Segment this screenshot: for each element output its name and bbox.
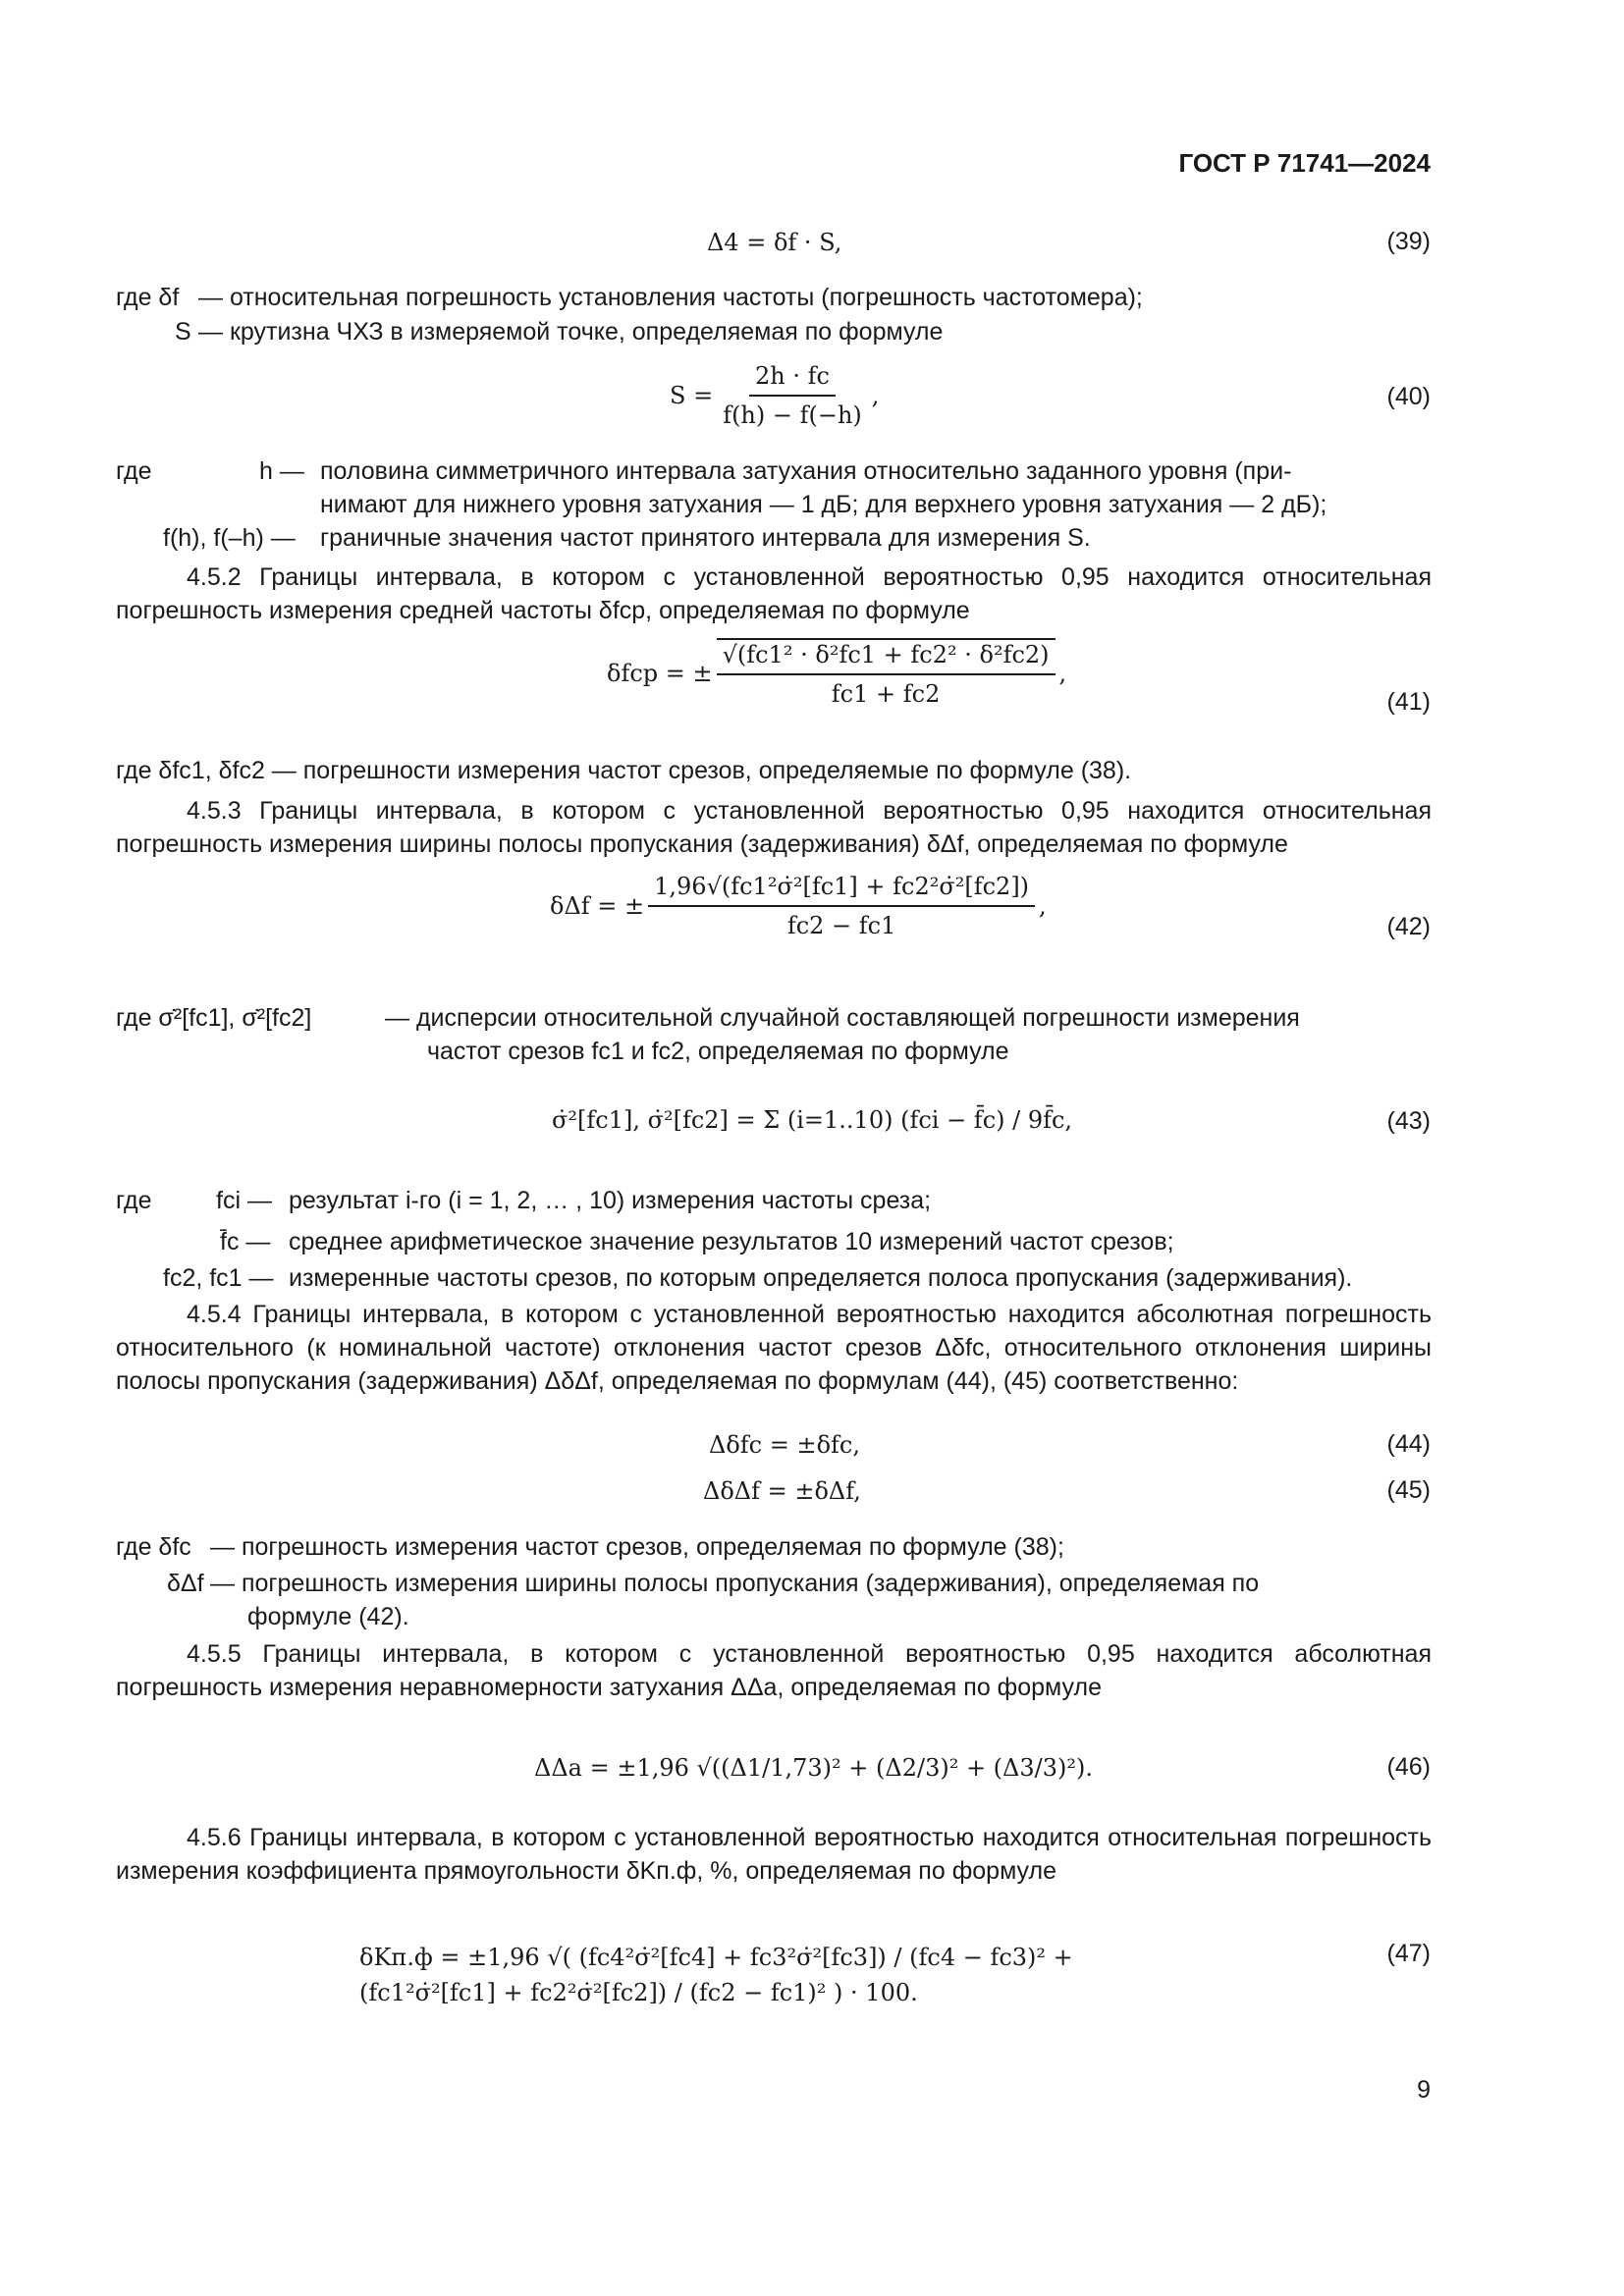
where-lead: где <box>116 457 152 485</box>
where-definition: нимают для нижнего уровня затухания — 1 дБ; для верхнего уровня затухания — 2 дБ); <box>320 491 1327 518</box>
paragraph-4-5-5: 4.5.5 Границы интервала, в котором с установленной вероятностью 0,95 находится абсолютная погрешность измерения неравномерности затухания ΔΔа, определяемая по формуле <box>116 1640 1432 1701</box>
equation-45: ΔδΔf = ±δΔf, <box>703 1477 861 1505</box>
paragraph-4-5-2: 4.5.2 Границы интервала, в котором с установленной вероятностью 0,95 находится относительная погрешность измерения средней частоты δfср, определяемая по формуле <box>116 563 1432 624</box>
equation-number-45: (45) <box>1386 1476 1431 1504</box>
equation-40 <box>670 361 879 430</box>
where-symbol: fc2, fc1 — <box>163 1264 274 1292</box>
where-definition: — крутизна ЧХЗ в измеряемой точке, определяемая по формуле <box>198 318 944 346</box>
eq40-lhs: S = <box>670 382 714 409</box>
eq41-lhs: δfср = ± <box>607 660 713 687</box>
where-symbol: где δf <box>116 284 180 311</box>
eq41-tail: , <box>1058 660 1067 687</box>
where-symbol: h — <box>259 457 304 485</box>
equation-42 <box>550 872 1047 940</box>
equation-number-43: (43) <box>1386 1107 1431 1135</box>
where-definition: формуле (42). <box>247 1603 409 1630</box>
eq42-fraction <box>648 872 1035 940</box>
eq40-tail: , <box>871 382 880 409</box>
eq41-denominator: fc1 + fc2 <box>831 680 941 708</box>
paragraph-4-5-6: 4.5.6 Границы интервала, в котором с установленной вероятностью находится относительная погрешность измерения коэффициента прямоугольности δKп.ф, %, определяемая по формуле <box>116 1824 1432 1885</box>
equation-43: σ̇²[fc1], σ̇²[fc2] = Σ (i=1..10) (fci − f̄c) / 9f̄c, <box>552 1106 1073 1134</box>
equation-number-40: (40) <box>1386 383 1431 410</box>
equation-number-39: (39) <box>1386 228 1431 255</box>
eq40-denominator: f(h) − f(−h) <box>723 401 862 429</box>
document-header: ГОСТ Р 71741—2024 <box>1178 148 1431 178</box>
where-statement-41: где δfc1, δfc2 — погрешности измерения частот срезов, определяемые по формуле (38). <box>116 757 1132 784</box>
where-symbol: S <box>175 318 191 346</box>
where-symbol: f(h), f(–h) — <box>163 524 296 552</box>
where-definition: — дисперсии относительной случайной составляющей погрешности измерения <box>385 1004 1300 1032</box>
eq42-lhs: δΔf = ± <box>550 892 645 920</box>
where-definition: частот срезов fc1 и fc2, определяемая по формуле <box>427 1038 1009 1065</box>
where-definition: среднее арифметическое значение результатов 10 измерений частот срезов; <box>289 1228 1174 1255</box>
eq42-denominator: fc2 − fc1 <box>786 912 896 939</box>
equation-number-44: (44) <box>1386 1430 1431 1458</box>
where-symbol: f̄c — <box>220 1228 271 1255</box>
where-definition: граничные значения частот принятого интервала для измерения S. <box>320 524 1091 552</box>
equation-41 <box>607 638 1066 709</box>
eq40-fraction <box>717 361 868 430</box>
equation-number-47: (47) <box>1386 1940 1431 1967</box>
equation-number-41: (41) <box>1386 688 1431 716</box>
page-number: 9 <box>1417 2076 1431 2104</box>
equation-number-46: (46) <box>1386 1753 1431 1781</box>
equation-44: Δδfc = ±δfc, <box>709 1431 860 1459</box>
paragraph-4-5-4: 4.5.4 Границы интервала, в котором с установленной вероятностью находится абсолютная погрешность относительного (к номинальной частоте) отклонения частот срезов Δδfc, относительного отклонения ширины полосы пропускания (задерживания) ΔδΔf, определяемая по формулам (44), (45) соответственно: <box>116 1301 1432 1395</box>
eq42-tail: , <box>1039 892 1047 920</box>
eq41-numerator: √(fc1² · δ²fc1 + fc2² · δ²fc2) <box>717 638 1056 675</box>
where-definition: — погрешность измерения ширины полосы пропускания (задерживания), определяемая по <box>210 1570 1260 1597</box>
where-symbol: где δfc <box>116 1533 191 1561</box>
where-lead: где σ̇²[fc1], σ̇²[fc2] <box>116 1004 312 1032</box>
paragraph-4-5-3: 4.5.3 Границы интервала, в котором с установленной вероятностью 0,95 находится относительная погрешность измерения ширины полосы пропускания (задерживания) δΔf, определяемая по формуле <box>116 797 1432 858</box>
equation-46: ΔΔа = ±1,96 √((Δ1/1,73)² + (Δ2/3)² + (Δ3/3)²). <box>534 1754 1093 1782</box>
eq41-fraction <box>717 638 1056 709</box>
eq42-numerator: 1,96√(fc1²σ̇²[fc1] + fc2²σ̇²[fc2]) <box>648 872 1035 907</box>
equation-39: Δ4 = δf · S, <box>707 229 842 256</box>
eq40-numerator: 2h · fc <box>749 361 836 397</box>
equation-47: δKп.ф = ±1,96 √( (fc4²σ̇²[fc4] + fc3²σ̇²[fc3]) / (fc4 − fc3)² + (fc1²σ̇²[fc1] + fc2²σ̇²[fc2]) / (fc2 − fc1)² ) · 100. <box>359 1944 1073 2006</box>
where-definition: — относительная погрешность установления частоты (погрешность частотомера); <box>198 284 1143 311</box>
where-definition: половина симметричного интервала затухания относительно заданного уровня (при- <box>320 457 1292 485</box>
where-definition: — погрешность измерения частот срезов, определяемая по формуле (38); <box>210 1533 1064 1561</box>
where-symbol: fci — <box>216 1187 272 1214</box>
where-symbol: δΔf <box>167 1570 204 1597</box>
where-definition: измеренные частоты срезов, по которым определяется полоса пропускания (задерживания). <box>289 1264 1353 1292</box>
equation-number-42: (42) <box>1386 913 1431 940</box>
where-lead: где <box>116 1187 152 1214</box>
where-definition: результат i-го (i = 1, 2, … , 10) измерения частоты среза; <box>289 1187 932 1214</box>
